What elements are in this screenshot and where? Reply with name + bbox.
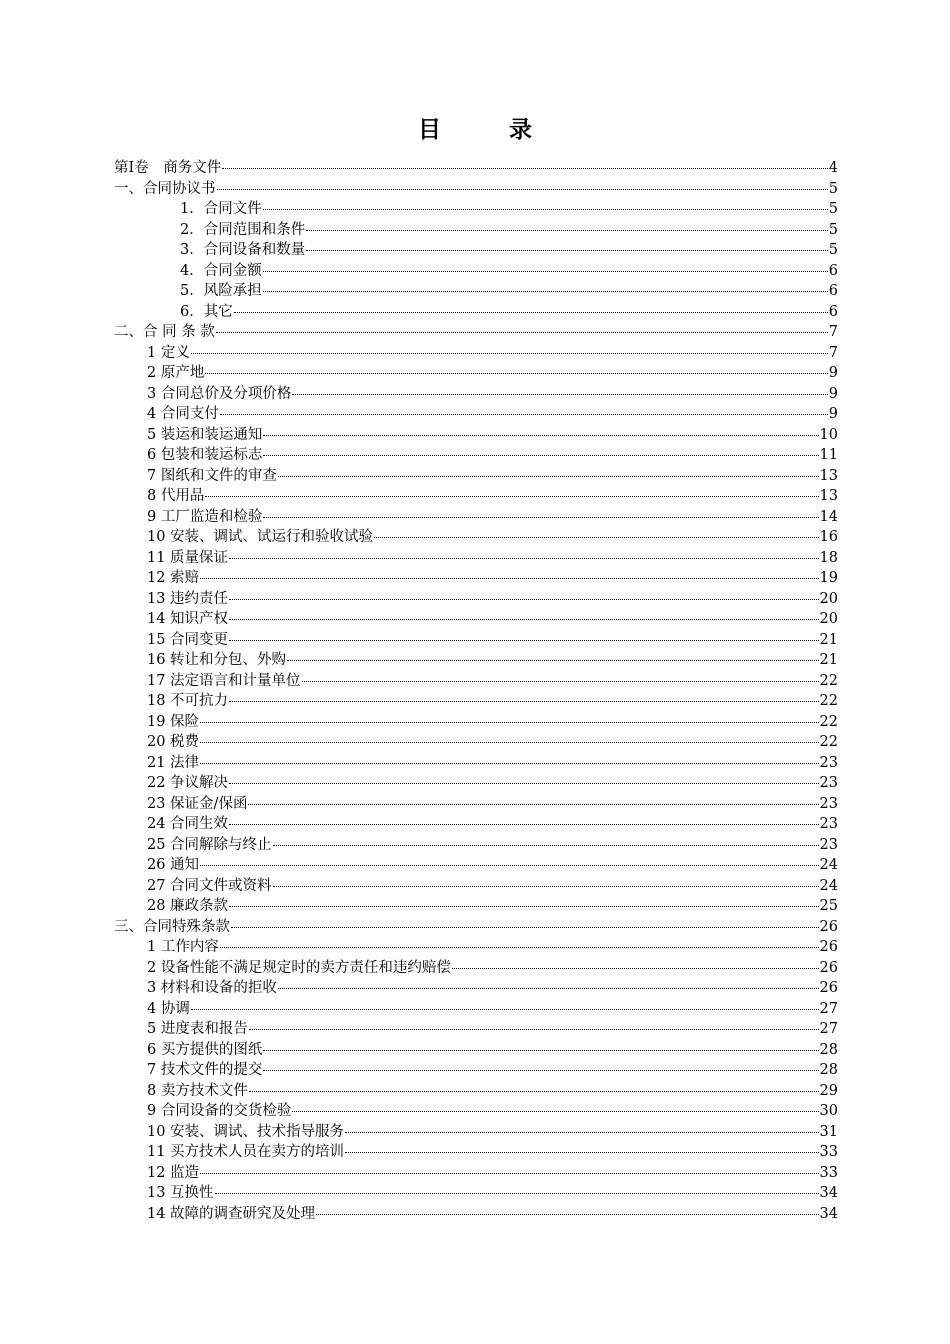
- toc-dot-leader: [273, 886, 819, 887]
- toc-dot-leader: [292, 1111, 818, 1112]
- toc-entry-label: 6．其它: [180, 303, 233, 320]
- toc-page-number: 24: [819, 857, 838, 873]
- toc-dot-leader: [200, 763, 818, 764]
- toc-entry-label: 5 进度表和报告: [147, 1021, 248, 1037]
- toc-entry[interactable]: [114, 158, 838, 179]
- toc-entry-label: 4 协调: [147, 1000, 190, 1017]
- toc-page-number: 10: [819, 426, 838, 443]
- toc-entry[interactable]: [114, 630, 838, 651]
- toc-page-number: 4: [828, 160, 838, 176]
- toc-page-number: 5: [828, 221, 838, 238]
- toc-page-number: 33: [819, 1164, 838, 1181]
- toc-dot-leader: [200, 742, 818, 743]
- toc-entry-label: 3 合同总价及分项价格: [147, 385, 292, 402]
- toc-entry-label: 1．合同文件: [180, 201, 262, 217]
- toc-dot-leader: [316, 1214, 818, 1215]
- toc-entry-label: 12 监造: [147, 1164, 200, 1181]
- toc-entry[interactable]: [114, 753, 838, 774]
- toc-entry-label: 10 安装、调试、试运行和验收试验: [147, 529, 374, 545]
- toc-entry[interactable]: [114, 732, 838, 753]
- toc-page-number: 23: [819, 816, 838, 832]
- toc-page-number: 28: [819, 1041, 838, 1058]
- toc-page-number: 26: [819, 939, 838, 955]
- toc-dot-leader: [200, 578, 818, 579]
- toc-entry[interactable]: [114, 609, 838, 630]
- toc-page-number: 21: [819, 652, 838, 668]
- toc-page-number: 24: [819, 877, 838, 894]
- toc-dot-leader: [229, 906, 818, 907]
- toc-entry[interactable]: [114, 527, 838, 548]
- toc-entry[interactable]: [114, 589, 838, 610]
- toc-entry[interactable]: [114, 568, 838, 589]
- toc-page-number: 7: [828, 324, 838, 340]
- toc-page-number: 20: [819, 590, 838, 607]
- toc-page-number: 30: [819, 1103, 838, 1119]
- toc-entry[interactable]: [114, 1142, 838, 1163]
- toc-entry-label: 14 知识产权: [147, 611, 229, 627]
- toc-entry[interactable]: [114, 220, 838, 241]
- toc-entry-label: 24 合同生效: [147, 816, 229, 832]
- toc-dot-leader: [263, 1050, 818, 1051]
- toc-entry-label: 13 互换性: [147, 1185, 214, 1201]
- toc-dot-leader: [229, 783, 818, 784]
- toc-entry[interactable]: [114, 1183, 838, 1204]
- toc-dot-leader: [229, 558, 818, 559]
- toc-entry[interactable]: [114, 999, 838, 1020]
- toc-entry[interactable]: [114, 1019, 838, 1040]
- toc-entry[interactable]: [114, 281, 838, 302]
- toc-entry[interactable]: [114, 425, 838, 446]
- toc-dot-leader: [263, 271, 828, 272]
- toc-page-number: 5: [828, 180, 838, 197]
- toc-dot-leader: [452, 968, 819, 969]
- toc-page-number: 18: [819, 549, 838, 566]
- toc-entry[interactable]: [114, 773, 838, 794]
- toc-page-number: 6: [828, 262, 838, 279]
- table-of-contents: [114, 158, 838, 1224]
- toc-dot-leader: [229, 824, 818, 825]
- toc-entry[interactable]: [114, 384, 838, 405]
- toc-page-number: 9: [828, 406, 838, 422]
- toc-entry-label: 11 质量保证: [147, 549, 229, 566]
- toc-page-number: 23: [819, 795, 838, 812]
- toc-page-number: 5: [828, 201, 838, 217]
- toc-entry-label: 26 通知: [147, 857, 200, 873]
- toc-entry[interactable]: [114, 1101, 838, 1122]
- toc-entry-label: 12 索赔: [147, 570, 200, 586]
- toc-entry-label: 14 故障的调查研究及处理: [147, 1205, 316, 1222]
- toc-dot-leader: [345, 1152, 818, 1153]
- toc-dot-leader: [273, 845, 819, 846]
- toc-dot-leader: [263, 517, 818, 518]
- toc-page-number: 22: [819, 693, 838, 709]
- toc-dot-leader: [220, 414, 828, 415]
- toc-page-number: 9: [828, 365, 838, 381]
- toc-entry[interactable]: [114, 466, 838, 487]
- toc-entry-label: 19 保险: [147, 713, 200, 730]
- toc-dot-leader: [220, 947, 819, 948]
- toc-entry[interactable]: [114, 343, 838, 364]
- toc-dot-leader: [231, 927, 819, 928]
- toc-entry-label: 8 卖方技术文件: [147, 1082, 248, 1099]
- toc-entry[interactable]: [114, 404, 838, 425]
- toc-dot-leader: [229, 619, 818, 620]
- toc-entry[interactable]: [114, 363, 838, 384]
- toc-entry-label: 17 法定语言和计量单位: [147, 672, 301, 689]
- toc-entry-label: 2．合同范围和条件: [180, 221, 306, 238]
- toc-page-number: 31: [819, 1123, 838, 1140]
- toc-dot-leader: [292, 394, 827, 395]
- toc-page-number: 34: [819, 1205, 838, 1222]
- toc-page-number: 20: [819, 611, 838, 627]
- toc-entry-label: 6 买方提供的图纸: [147, 1041, 263, 1058]
- toc-dot-leader: [205, 373, 827, 374]
- toc-dot-leader: [263, 209, 828, 210]
- toc-page-number: 26: [819, 918, 838, 935]
- toc-entry-label: 4 合同支付: [147, 406, 219, 422]
- toc-page-number: 25: [819, 898, 838, 914]
- toc-entry-label: 7 技术文件的提交: [147, 1062, 263, 1078]
- toc-entry[interactable]: [114, 671, 838, 692]
- toc-entry-label: 9 工厂监造和检验: [147, 508, 263, 525]
- toc-entry[interactable]: [114, 1163, 838, 1184]
- toc-entry-label: 3 材料和设备的拒收: [147, 980, 277, 996]
- toc-entry-label: 10 安装、调试、技术指导服务: [147, 1123, 345, 1140]
- toc-dot-leader: [215, 1193, 819, 1194]
- toc-entry[interactable]: [114, 240, 838, 261]
- toc-entry[interactable]: [114, 179, 838, 200]
- toc-page-number: 6: [828, 283, 838, 299]
- toc-entry[interactable]: [114, 302, 838, 323]
- toc-page-number: 26: [819, 980, 838, 996]
- toc-entry[interactable]: [114, 199, 838, 220]
- toc-page-number: 11: [819, 447, 838, 463]
- toc-page-number: 29: [819, 1082, 838, 1099]
- toc-page-number: 33: [819, 1144, 838, 1160]
- toc-page-number: 19: [819, 570, 838, 586]
- toc-entry-label: 1 定义: [147, 344, 190, 361]
- toc-dot-leader: [229, 701, 818, 702]
- toc-dot-leader: [217, 189, 828, 190]
- toc-entry-label: 15 合同变更: [147, 631, 229, 648]
- toc-entry[interactable]: [114, 261, 838, 282]
- toc-dot-leader: [234, 312, 828, 313]
- toc-page-number: 7: [828, 344, 838, 361]
- toc-page-number: 22: [819, 734, 838, 750]
- toc-dot-leader: [374, 537, 818, 538]
- toc-entry[interactable]: [114, 917, 838, 938]
- toc-entry[interactable]: [114, 794, 838, 815]
- toc-entry[interactable]: [114, 855, 838, 876]
- toc-entry-label: 三、合同特殊条款: [114, 918, 230, 935]
- toc-dot-leader: [191, 1009, 819, 1010]
- toc-entry-label: 2 设备性能不满足规定时的卖方责任和违约赔偿: [147, 959, 451, 976]
- toc-entry[interactable]: [114, 958, 838, 979]
- toc-entry-label: 25 合同解除与终止: [147, 836, 272, 853]
- toc-dot-leader: [302, 681, 819, 682]
- toc-entry[interactable]: [114, 486, 838, 507]
- toc-entry[interactable]: [114, 1122, 838, 1143]
- toc-dot-leader: [345, 1132, 818, 1133]
- toc-dot-leader: [263, 291, 828, 292]
- toc-entry[interactable]: [114, 937, 838, 958]
- toc-entry-label: 18 不可抗力: [147, 693, 229, 709]
- toc-dot-leader: [278, 988, 819, 989]
- toc-dot-leader: [229, 640, 818, 641]
- toc-entry-label: 3．合同设备和数量: [180, 242, 306, 258]
- toc-dot-leader: [278, 476, 819, 477]
- toc-dot-leader: [287, 660, 818, 661]
- toc-page-number: 9: [828, 385, 838, 402]
- toc-page-number: 23: [819, 836, 838, 853]
- toc-entry-label: 第Ⅰ卷 商务文件: [114, 160, 222, 176]
- toc-entry-label: 6 包装和装运标志: [147, 447, 263, 463]
- toc-entry-label: 27 合同文件或资料: [147, 877, 272, 894]
- toc-dot-leader: [205, 496, 818, 497]
- toc-dot-leader: [263, 435, 818, 436]
- toc-dot-leader: [306, 250, 828, 251]
- toc-dot-leader: [306, 230, 828, 231]
- toc-entry-label: 21 法律: [147, 754, 200, 771]
- toc-dot-leader: [200, 1173, 818, 1174]
- toc-page-number: 22: [819, 713, 838, 730]
- toc-entry[interactable]: [114, 322, 838, 343]
- toc-entry[interactable]: [114, 507, 838, 528]
- toc-entry-label: 7 图纸和文件的审查: [147, 467, 277, 484]
- toc-page-number: 16: [819, 529, 838, 545]
- toc-page-number: 22: [819, 672, 838, 689]
- toc-page-number: 5: [828, 242, 838, 258]
- toc-entry-label: 2 原产地: [147, 365, 205, 381]
- toc-entry-label: 22 争议解决: [147, 775, 229, 791]
- toc-entry[interactable]: [114, 1204, 838, 1225]
- toc-dot-leader: [248, 804, 818, 805]
- toc-page-number: 23: [819, 775, 838, 791]
- toc-entry[interactable]: [114, 1081, 838, 1102]
- toc-page-number: 21: [819, 631, 838, 648]
- toc-dot-leader: [200, 722, 818, 723]
- toc-dot-leader: [200, 865, 818, 866]
- toc-entry[interactable]: [114, 691, 838, 712]
- toc-title: 目 录: [417, 116, 562, 143]
- toc-entry-label: 28 廉政条款: [147, 898, 229, 914]
- toc-entry-label: 5 装运和装运通知: [147, 426, 263, 443]
- toc-page-number: 34: [819, 1185, 838, 1201]
- toc-entry-label: 4．合同金额: [180, 262, 262, 279]
- toc-page-number: 27: [819, 1021, 838, 1037]
- toc-page-number: 23: [819, 754, 838, 771]
- toc-page-number: 26: [819, 959, 838, 976]
- toc-entry-label: 1 工作内容: [147, 939, 219, 955]
- toc-entry[interactable]: [114, 650, 838, 671]
- toc-dot-leader: [191, 353, 828, 354]
- toc-dot-leader: [222, 168, 828, 169]
- toc-entry-label: 一、合同协议书: [114, 180, 216, 197]
- toc-page-number: 6: [828, 303, 838, 320]
- toc-page-number: 27: [819, 1000, 838, 1017]
- toc-page-number: 13: [819, 488, 838, 504]
- toc-entry[interactable]: [114, 978, 838, 999]
- toc-page-number: 14: [819, 508, 838, 525]
- toc-entry[interactable]: [114, 712, 838, 733]
- toc-page-number: 28: [819, 1062, 838, 1078]
- toc-entry-label: 16 转让和分包、外购: [147, 652, 287, 668]
- toc-dot-leader: [249, 1091, 819, 1092]
- toc-dot-leader: [216, 332, 828, 333]
- toc-entry[interactable]: [114, 1040, 838, 1061]
- toc-dot-leader: [263, 1070, 818, 1071]
- toc-dot-leader: [263, 455, 818, 456]
- toc-entry[interactable]: [114, 445, 838, 466]
- toc-dot-leader: [229, 599, 818, 600]
- toc-entry[interactable]: [114, 814, 838, 835]
- toc-entry[interactable]: [114, 835, 838, 856]
- toc-entry-label: 5．风险承担: [180, 283, 262, 299]
- toc-entry-label: 11 买方技术人员在卖方的培训: [147, 1144, 345, 1160]
- toc-entry[interactable]: [114, 1060, 838, 1081]
- toc-entry-label: 20 税费: [147, 734, 200, 750]
- toc-dot-leader: [249, 1029, 819, 1030]
- toc-entry[interactable]: [114, 876, 838, 897]
- toc-entry-label: 二、合 同 条 款: [114, 324, 215, 340]
- toc-entry-label: 8 代用品: [147, 488, 205, 504]
- toc-entry[interactable]: [114, 896, 838, 917]
- toc-page-number: 13: [819, 467, 838, 484]
- toc-entry[interactable]: [114, 548, 838, 569]
- toc-entry-label: 13 违约责任: [147, 590, 229, 607]
- toc-entry-label: 23 保证金/保函: [147, 795, 248, 812]
- toc-entry-label: 9 合同设备的交货检验: [147, 1103, 292, 1119]
